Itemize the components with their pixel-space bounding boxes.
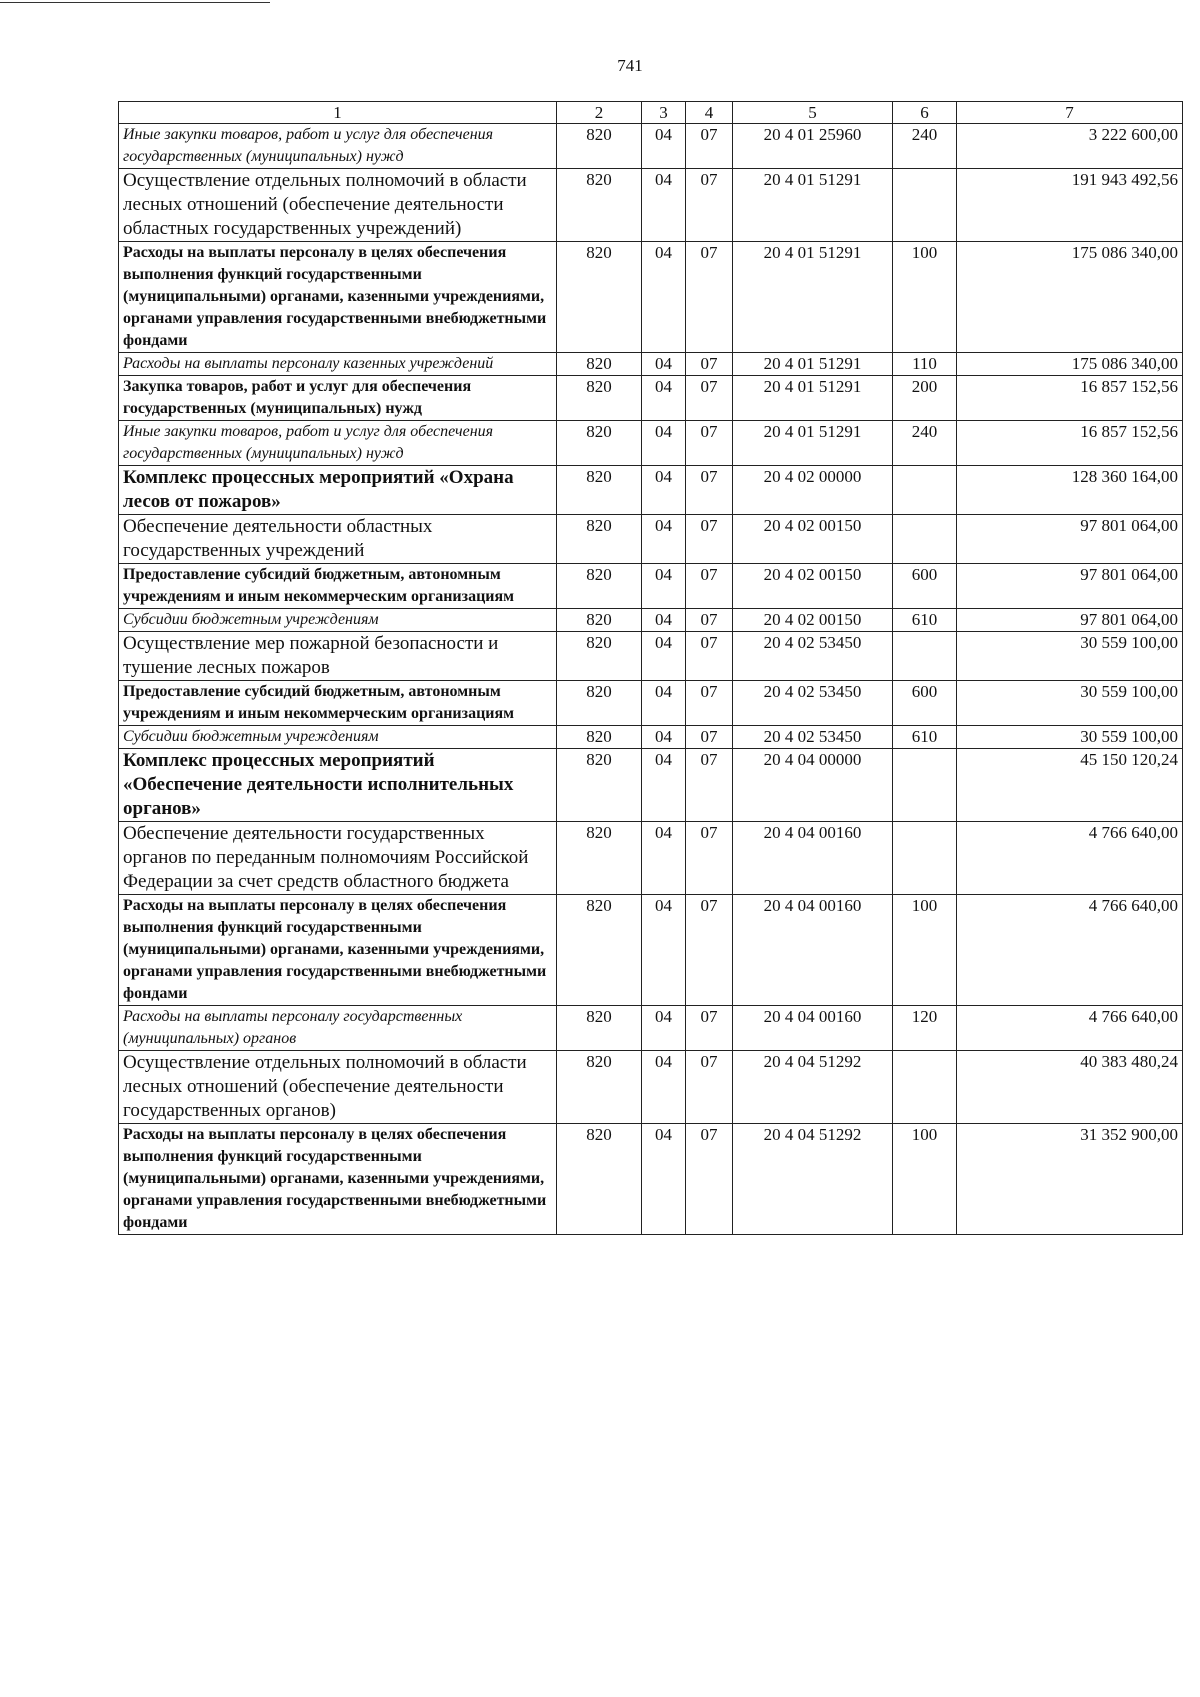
- column-header: 6: [893, 102, 957, 124]
- subsection-cell: 07: [686, 564, 733, 609]
- section-cell: 04: [642, 1051, 686, 1124]
- admin-code-cell: 820: [557, 242, 642, 353]
- column-header: 3: [642, 102, 686, 124]
- expense-type-cell: [893, 169, 957, 242]
- expense-type-cell: [893, 822, 957, 895]
- admin-code-cell: 820: [557, 169, 642, 242]
- table-row: [119, 632, 1183, 681]
- table-row: [119, 609, 1183, 632]
- section-cell: 04: [642, 1006, 686, 1051]
- table-row: [119, 376, 1183, 421]
- admin-code-cell: 820: [557, 376, 642, 421]
- amount-cell: 97 801 064,00: [957, 609, 1183, 632]
- section-cell: 04: [642, 376, 686, 421]
- amount-cell: 40 383 480,24: [957, 1051, 1183, 1124]
- table-row: [119, 1124, 1183, 1235]
- row-name-cell: Расходы на выплаты персоналу в целях обеспечения выполнения функций государственными (муниципальными) органами, казенными учреждениями, органами управления государственными внебюджетными фондами: [119, 1124, 557, 1235]
- row-name-cell: Расходы на выплаты персоналу в целях обеспечения выполнения функций государственными (муниципальными) органами, казенными учреждениями, органами управления государственными внебюджетными фондами: [119, 895, 557, 1006]
- table-row: [119, 515, 1183, 564]
- row-name-cell: Осуществление отдельных полномочий в области лесных отношений (обеспечение деятельности областных государственных учреждений): [119, 169, 557, 242]
- subsection-cell: 07: [686, 515, 733, 564]
- target-article-cell: 20 4 02 53450: [733, 726, 893, 749]
- subsection-cell: 07: [686, 1006, 733, 1051]
- target-article-cell: 20 4 02 53450: [733, 681, 893, 726]
- row-name-cell: Иные закупки товаров, работ и услуг для обеспечения государственных (муниципальных) нужд: [119, 421, 557, 466]
- row-name-cell: Расходы на выплаты персоналу в целях обеспечения выполнения функций государственными (муниципальными) органами, казенными учреждениями, органами управления государственными внебюджетными фондами: [119, 242, 557, 353]
- column-header: 7: [957, 102, 1183, 124]
- row-name-cell: Обеспечение деятельности государственных органов по переданным полномочиям Российской Федерации за счет средств областного бюджета: [119, 822, 557, 895]
- target-article-cell: 20 4 01 51291: [733, 169, 893, 242]
- row-name-cell: Осуществление отдельных полномочий в области лесных отношений (обеспечение деятельности государственных органов): [119, 1051, 557, 1124]
- table-row: [119, 726, 1183, 749]
- subsection-cell: 07: [686, 895, 733, 1006]
- subsection-cell: 07: [686, 421, 733, 466]
- subsection-cell: 07: [686, 124, 733, 169]
- target-article-cell: 20 4 04 00160: [733, 895, 893, 1006]
- section-cell: 04: [642, 749, 686, 822]
- amount-cell: 31 352 900,00: [957, 1124, 1183, 1235]
- row-name-cell: Комплекс процессных мероприятий «Обеспечение деятельности исполнительных органов»: [119, 749, 557, 822]
- table-row: [119, 242, 1183, 353]
- expense-type-cell: 240: [893, 124, 957, 169]
- subsection-cell: 07: [686, 169, 733, 242]
- target-article-cell: 20 4 02 53450: [733, 632, 893, 681]
- table-row: [119, 895, 1183, 1006]
- amount-cell: 4 766 640,00: [957, 895, 1183, 1006]
- expense-type-cell: 110: [893, 353, 957, 376]
- admin-code-cell: 820: [557, 564, 642, 609]
- amount-cell: 175 086 340,00: [957, 353, 1183, 376]
- section-cell: 04: [642, 609, 686, 632]
- section-cell: 04: [642, 169, 686, 242]
- section-cell: 04: [642, 353, 686, 376]
- target-article-cell: 20 4 02 00000: [733, 466, 893, 515]
- expense-type-cell: 610: [893, 609, 957, 632]
- amount-cell: 191 943 492,56: [957, 169, 1183, 242]
- target-article-cell: 20 4 01 51291: [733, 353, 893, 376]
- subsection-cell: 07: [686, 822, 733, 895]
- row-name-cell: Предоставление субсидий бюджетным, автономным учреждениям и иным некоммерческим организациям: [119, 681, 557, 726]
- header-row: [119, 102, 1183, 124]
- subsection-cell: 07: [686, 466, 733, 515]
- table-row: [119, 564, 1183, 609]
- amount-cell: 97 801 064,00: [957, 515, 1183, 564]
- column-header: 4: [686, 102, 733, 124]
- admin-code-cell: 820: [557, 1006, 642, 1051]
- expense-type-cell: [893, 466, 957, 515]
- row-name-cell: Расходы на выплаты персоналу государственных (муниципальных) органов: [119, 1006, 557, 1051]
- admin-code-cell: 820: [557, 632, 642, 681]
- column-header: 5: [733, 102, 893, 124]
- admin-code-cell: 820: [557, 726, 642, 749]
- table-row: [119, 681, 1183, 726]
- column-header: 2: [557, 102, 642, 124]
- amount-cell: 45 150 120,24: [957, 749, 1183, 822]
- target-article-cell: 20 4 04 51292: [733, 1051, 893, 1124]
- target-article-cell: 20 4 01 51291: [733, 421, 893, 466]
- section-cell: 04: [642, 895, 686, 1006]
- amount-cell: 128 360 164,00: [957, 466, 1183, 515]
- subsection-cell: 07: [686, 353, 733, 376]
- table-row: [119, 169, 1183, 242]
- amount-cell: 30 559 100,00: [957, 681, 1183, 726]
- expense-type-cell: [893, 1051, 957, 1124]
- section-cell: 04: [642, 632, 686, 681]
- admin-code-cell: 820: [557, 1051, 642, 1124]
- budget-table: [118, 101, 1183, 1235]
- section-cell: 04: [642, 466, 686, 515]
- admin-code-cell: 820: [557, 353, 642, 376]
- expense-type-cell: [893, 749, 957, 822]
- row-name-cell: Субсидии бюджетным учреждениям: [119, 609, 557, 632]
- row-name-cell: Предоставление субсидий бюджетным, автономным учреждениям и иным некоммерческим организациям: [119, 564, 557, 609]
- expense-type-cell: 200: [893, 376, 957, 421]
- row-name-cell: Осуществление мер пожарной безопасности и тушение лесных пожаров: [119, 632, 557, 681]
- expense-type-cell: 240: [893, 421, 957, 466]
- subsection-cell: 07: [686, 1051, 733, 1124]
- subsection-cell: 07: [686, 632, 733, 681]
- amount-cell: 30 559 100,00: [957, 632, 1183, 681]
- target-article-cell: 20 4 01 51291: [733, 376, 893, 421]
- expense-type-cell: 600: [893, 681, 957, 726]
- table-row: [119, 421, 1183, 466]
- top-rule: [0, 2, 270, 3]
- subsection-cell: 07: [686, 681, 733, 726]
- admin-code-cell: 820: [557, 515, 642, 564]
- amount-cell: 4 766 640,00: [957, 1006, 1183, 1051]
- table-row: [119, 1006, 1183, 1051]
- admin-code-cell: 820: [557, 466, 642, 515]
- amount-cell: 175 086 340,00: [957, 242, 1183, 353]
- amount-cell: 4 766 640,00: [957, 822, 1183, 895]
- section-cell: 04: [642, 822, 686, 895]
- section-cell: 04: [642, 564, 686, 609]
- admin-code-cell: 820: [557, 609, 642, 632]
- target-article-cell: 20 4 02 00150: [733, 609, 893, 632]
- amount-cell: 16 857 152,56: [957, 421, 1183, 466]
- subsection-cell: 07: [686, 1124, 733, 1235]
- expense-type-cell: 100: [893, 895, 957, 1006]
- section-cell: 04: [642, 421, 686, 466]
- amount-cell: 3 222 600,00: [957, 124, 1183, 169]
- page-number: 741: [617, 56, 643, 75]
- table-row: [119, 466, 1183, 515]
- subsection-cell: 07: [686, 242, 733, 353]
- section-cell: 04: [642, 242, 686, 353]
- expense-type-cell: 610: [893, 726, 957, 749]
- target-article-cell: 20 4 01 51291: [733, 242, 893, 353]
- subsection-cell: 07: [686, 726, 733, 749]
- target-article-cell: 20 4 04 51292: [733, 1124, 893, 1235]
- admin-code-cell: 820: [557, 749, 642, 822]
- section-cell: 04: [642, 124, 686, 169]
- table-row: [119, 353, 1183, 376]
- row-name-cell: Субсидии бюджетным учреждениям: [119, 726, 557, 749]
- table-row: [119, 749, 1183, 822]
- row-name-cell: Закупка товаров, работ и услуг для обеспечения государственных (муниципальных) нужд: [119, 376, 557, 421]
- amount-cell: 30 559 100,00: [957, 726, 1183, 749]
- table-row: [119, 822, 1183, 895]
- column-header: 1: [119, 102, 557, 124]
- section-cell: 04: [642, 1124, 686, 1235]
- admin-code-cell: 820: [557, 895, 642, 1006]
- expense-type-cell: [893, 515, 957, 564]
- admin-code-cell: 820: [557, 421, 642, 466]
- row-name-cell: Расходы на выплаты персоналу казенных учреждений: [119, 353, 557, 376]
- admin-code-cell: 820: [557, 124, 642, 169]
- target-article-cell: 20 4 02 00150: [733, 515, 893, 564]
- target-article-cell: 20 4 01 25960: [733, 124, 893, 169]
- subsection-cell: 07: [686, 376, 733, 421]
- target-article-cell: 20 4 04 00000: [733, 749, 893, 822]
- row-name-cell: Иные закупки товаров, работ и услуг для обеспечения государственных (муниципальных) нужд: [119, 124, 557, 169]
- subsection-cell: 07: [686, 609, 733, 632]
- table-row: [119, 124, 1183, 169]
- target-article-cell: 20 4 04 00160: [733, 1006, 893, 1051]
- target-article-cell: 20 4 04 00160: [733, 822, 893, 895]
- admin-code-cell: 820: [557, 822, 642, 895]
- admin-code-cell: 820: [557, 681, 642, 726]
- admin-code-cell: 820: [557, 1124, 642, 1235]
- section-cell: 04: [642, 515, 686, 564]
- expense-type-cell: 100: [893, 242, 957, 353]
- row-name-cell: Комплекс процессных мероприятий «Охрана лесов от пожаров»: [119, 466, 557, 515]
- section-cell: 04: [642, 681, 686, 726]
- section-cell: 04: [642, 726, 686, 749]
- row-name-cell: Обеспечение деятельности областных государственных учреждений: [119, 515, 557, 564]
- table-row: [119, 1051, 1183, 1124]
- amount-cell: 97 801 064,00: [957, 564, 1183, 609]
- target-article-cell: 20 4 02 00150: [733, 564, 893, 609]
- subsection-cell: 07: [686, 749, 733, 822]
- expense-type-cell: [893, 632, 957, 681]
- expense-type-cell: 600: [893, 564, 957, 609]
- expense-type-cell: 100: [893, 1124, 957, 1235]
- expense-type-cell: 120: [893, 1006, 957, 1051]
- amount-cell: 16 857 152,56: [957, 376, 1183, 421]
